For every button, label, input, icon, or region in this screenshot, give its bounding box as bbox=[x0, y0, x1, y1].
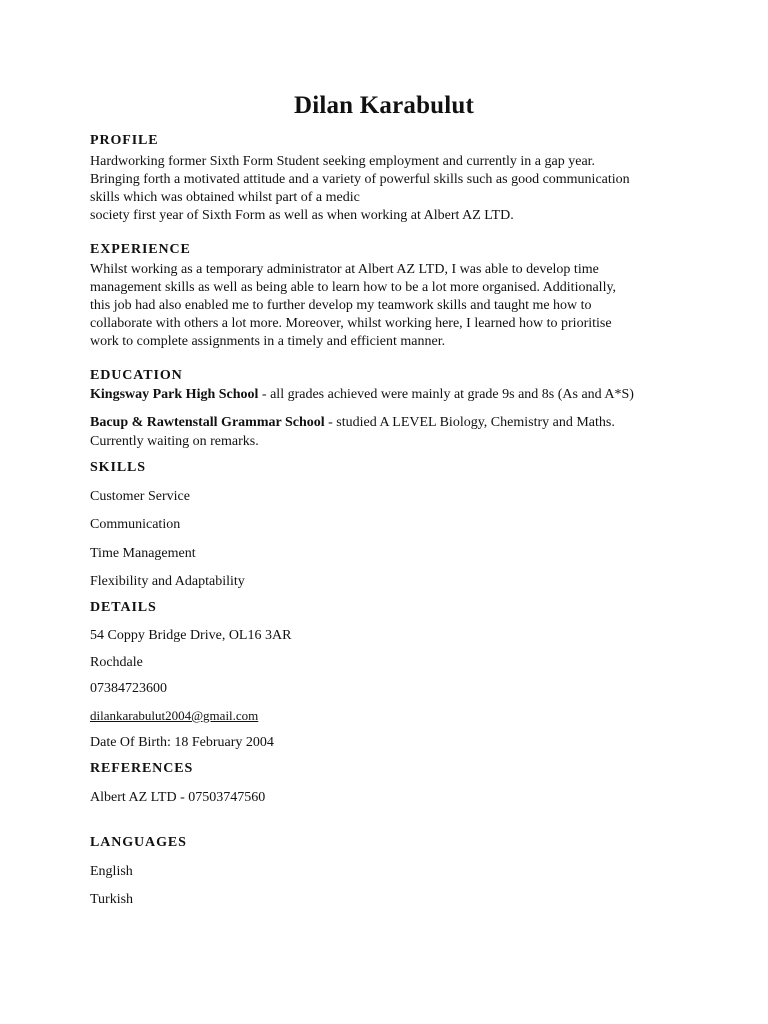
skills-heading: SKILLS bbox=[90, 460, 146, 475]
details-phone: 07384723600 bbox=[90, 681, 167, 696]
education-entry bbox=[90, 386, 634, 404]
references-heading: REFERENCES bbox=[90, 761, 194, 776]
education-school: Kingsway Park High School bbox=[90, 387, 259, 402]
experience-heading: EXPERIENCE bbox=[90, 242, 191, 257]
details-email-link[interactable]: dilankarabulut2004@gmail.com bbox=[90, 708, 259, 723]
experience-line: collaborate with others a lot more. Moreover, whilst working here, I learned how to prioritise bbox=[90, 316, 612, 331]
profile-line: Bringing forth a motivated attitude and a variety of powerful skills such as good communication bbox=[90, 172, 630, 187]
experience-line: Whilst working as a temporary administrator at Albert AZ LTD, I was able to develop time bbox=[90, 262, 599, 277]
education-description: - studied A LEVEL Biology, Chemistry and Maths. bbox=[324, 415, 615, 430]
profile-heading: PROFILE bbox=[90, 133, 159, 148]
details-address: 54 Coppy Bridge Drive, OL16 3AR bbox=[90, 628, 292, 643]
skill-item: Flexibility and Adaptability bbox=[90, 574, 245, 589]
details-dob: Date Of Birth: 18 February 2004 bbox=[90, 735, 274, 750]
skill-item: Communication bbox=[90, 517, 181, 532]
languages-heading: LANGUAGES bbox=[90, 835, 187, 850]
education-entry bbox=[90, 414, 615, 432]
language-item: English bbox=[90, 864, 133, 879]
profile-line: skills which was obtained whilst part of a medic bbox=[90, 190, 360, 205]
experience-line: work to complete assignments in a timely and efficient manner. bbox=[90, 334, 446, 349]
resume-name: Dilan Karabulut bbox=[293, 92, 475, 119]
profile-line: society first year of Sixth Form as well as when working at Albert AZ LTD. bbox=[90, 208, 514, 223]
education-school: Bacup & Rawtenstall Grammar School bbox=[90, 415, 325, 430]
language-item: Turkish bbox=[90, 892, 134, 907]
skill-item: Customer Service bbox=[90, 489, 190, 504]
education-description: - all grades achieved were mainly at grade 9s and 8s (As and A*S) bbox=[258, 387, 634, 402]
education-heading: EDUCATION bbox=[90, 368, 183, 383]
experience-line: this job had also enabled me to further develop my teamwork skills and taught me how to bbox=[90, 298, 592, 313]
reference-item: Albert AZ LTD - 07503747560 bbox=[90, 790, 266, 805]
experience-line: management skills as well as being able to learn how to be a lot more organised. Additionally, bbox=[90, 280, 617, 295]
profile-line: Hardworking former Sixth Form Student seeking employment and currently in a gap year. bbox=[90, 154, 596, 169]
skill-item: Time Management bbox=[90, 546, 196, 561]
details-town: Rochdale bbox=[90, 655, 143, 670]
education-continuation: Currently waiting on remarks. bbox=[90, 434, 259, 449]
details-heading: DETAILS bbox=[90, 600, 157, 615]
